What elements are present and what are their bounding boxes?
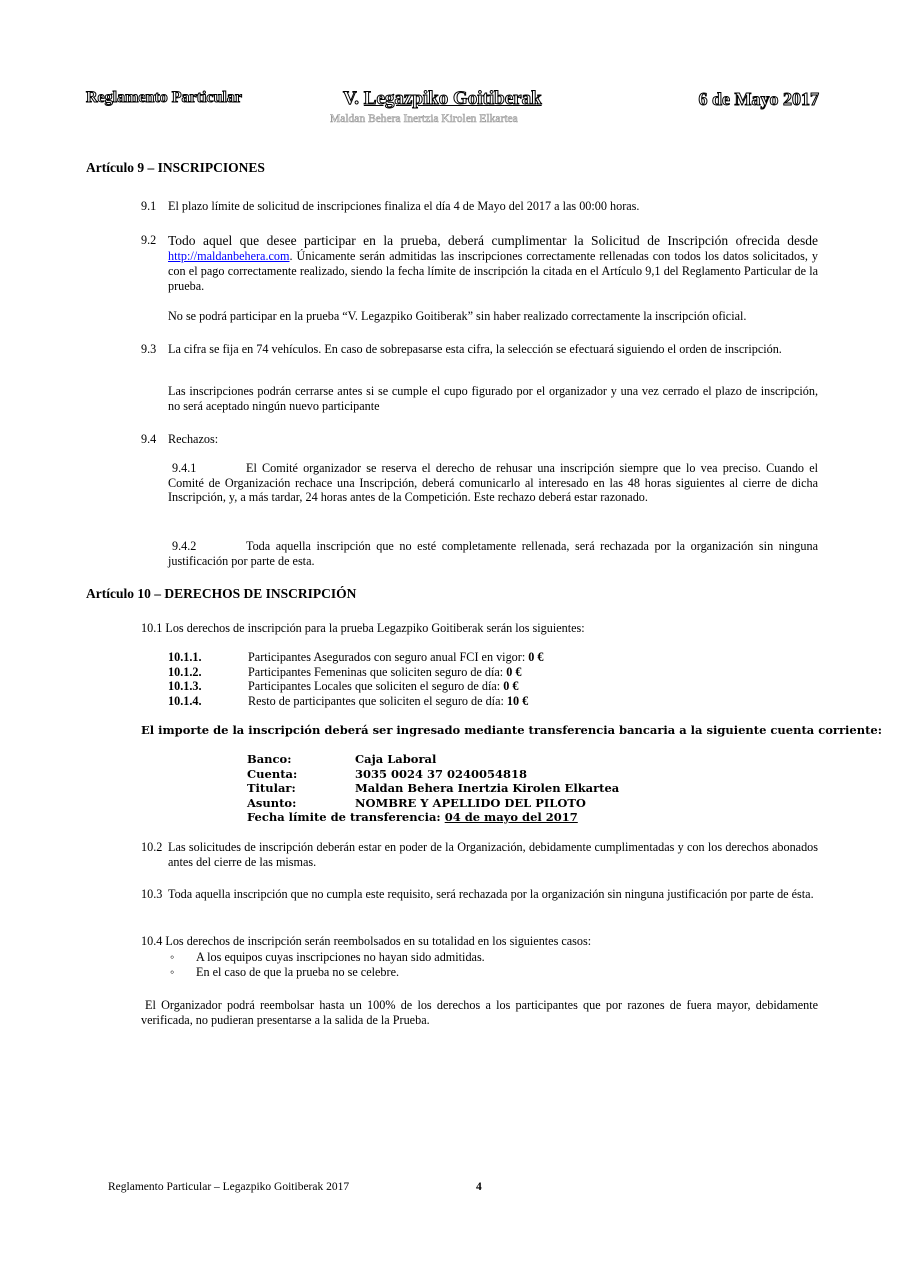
section-10-2-text: Las solicitudes de inscripción deberán estar en poder de la Organización, debidamente cumplimentadas y con los derechos abonados antes del cierre de las mismas.: [168, 840, 818, 869]
closing-paragraph: El Organizador podrá reembolsar hasta un 100% de los derechos a los participantes que por razones de fuera mayor, debidamente verificada, no pudieran presentarse a la salida de la Prueba.: [141, 998, 818, 1027]
section-10-3-text: Toda aquella inscripción que no cumpla este requisito, será rechazada por la organización sin ninguna justificación por parte de ésta.: [168, 887, 814, 901]
transfer-deadline: 04 de mayo del 2017: [444, 810, 578, 824]
section-9-4-label: Rechazos:: [168, 432, 219, 446]
section-10-3-number: 10.3: [141, 887, 163, 901]
article-9-title: Artículo 9 – INSCRIPCIONES: [86, 160, 265, 175]
footer-text: Reglamento Particular – Legazpiko Goitiberak 2017: [108, 1181, 350, 1193]
bullet-icon: ◦: [170, 965, 175, 979]
article-10-title: Artículo 10 – DERECHOS DE INSCRIPCIÓN: [86, 586, 357, 601]
section-9-3-text2: Las inscripciones podrán cerrarse antes si se cumple el cupo figurado por el organizador y una vez cerrado el plazo de inscripción, no será aceptado ningún nuevo participante: [168, 384, 818, 413]
refund-list: [170, 950, 485, 980]
bank-details: Banco: Caja Laboral Cuenta: 3035 0024 37 0240054818 Titular: Maldan Behera Inertzia Kirolen Elkartea Asunto: NOMBRE Y APELLIDO DEL PILOTO Fecha límite de transferencia: 04 de mayo del 2017: [247, 752, 620, 824]
bullet-icon: ◦: [170, 950, 175, 964]
section-9-2-note: No se podrá participar en la prueba “V. Legazpiko Goitiberak” sin haber realizado correctamente la inscripción oficial.: [168, 309, 747, 323]
section-9-3-number: 9.3: [141, 342, 157, 356]
section-9-2-number: 9.2: [141, 233, 157, 247]
fee-item: 10.1.3. Participantes Locales que soliciten el seguro de día: 0 €: [168, 679, 519, 693]
section-9-1-text: El plazo límite de solicitud de inscripciones finaliza el día 4 de Mayo del 2017 a las 00:00 horas.: [168, 199, 640, 213]
maldanbehera-link[interactable]: http://maldanbehera.com: [168, 249, 290, 263]
section-10-1-text: 10.1 Los derechos de inscripción para la prueba Legazpiko Goitiberak serán los siguientes:: [141, 621, 585, 635]
bank-subject: NOMBRE Y APELLIDO DEL PILOTO: [355, 795, 586, 810]
rejection-9-4-2: 9.4.2 Toda aquella inscripción que no esté completamente rellenada, será rechazada por la organización sin ninguna justificación por parte de esta.: [168, 539, 818, 568]
page-number: 4: [476, 1181, 482, 1193]
fee-item: 10.1.4. Resto de participantes que soliciten el seguro de día: 10 €: [168, 693, 529, 708]
fee-item: 10.1.1. Participantes Asegurados con seguro anual FCI en vigor: 0 €: [168, 650, 544, 664]
section-9-1-number: 9.1: [141, 199, 157, 213]
transfer-notice: El importe de la inscripción deberá ser ingresado mediante transferencia bancaria a la siguiente cuenta corriente:: [141, 723, 882, 737]
section-10-2-number: 10.2: [141, 840, 163, 854]
header-left: Reglamento Particular: [86, 89, 242, 106]
bank-account: 3035 0024 37 0240054818: [355, 766, 528, 781]
fee-item: 10.1.2. Participantes Femeninas que soliciten seguro de día: 0 €: [168, 664, 522, 679]
list-item: ◦ En el caso de que la prueba no se celebre.: [170, 965, 400, 979]
header-subtitle: Maldan Behera Inertzia Kirolen Elkartea: [330, 113, 518, 125]
section-9-2-text: Todo aquel que desee participar en la prueba, deberá cumplimentar la Solicitud de Inscripción ofrecida desde http://maldanbehera.com. Únicamente serán admitidas las inscripciones correctamente rellenadas con todos los datos solicitados, y con el pago correctamente realizado, siendo la fecha límite de inscripción la citada en el Artículo 9,1 del Reglamento Particular de la prueba.: [168, 233, 818, 293]
header-center-prefix: V.: [343, 88, 364, 109]
bank-holder: Maldan Behera Inertzia Kirolen Elkartea: [355, 781, 620, 795]
header-right: 6 de Mayo 2017: [698, 89, 819, 109]
rejection-9-4-1: 9.4.1 El Comité organizador se reserva el derecho de rehusar una inscripción siempre que lo vea preciso. Cuando el Comité de Organización rechace una Inscripción, deberá comunicarlo al interesado en las 48 horas siguientes al cierre de dicha Inscripción, y, a más tardar, 24 horas antes de la Competición. Este rechazo deberá estar razonado.: [168, 461, 818, 504]
header-title: Legazpiko Goitiberak: [363, 88, 542, 109]
section-9-4-number: 9.4: [141, 432, 157, 446]
fee-list: [168, 650, 544, 708]
section-9-3-text: La cifra se fija en 74 vehículos. En caso de sobrepasarse esta cifra, la selección se efectuará siguiendo el orden de inscripción.: [168, 342, 782, 356]
list-item: ◦ A los equipos cuyas inscripciones no hayan sido admitidas.: [170, 950, 485, 964]
section-10-4-text: 10.4 Los derechos de inscripción serán reembolsados en su totalidad en los siguientes casos:: [141, 934, 592, 948]
bank-name: Caja Laboral: [355, 752, 437, 766]
